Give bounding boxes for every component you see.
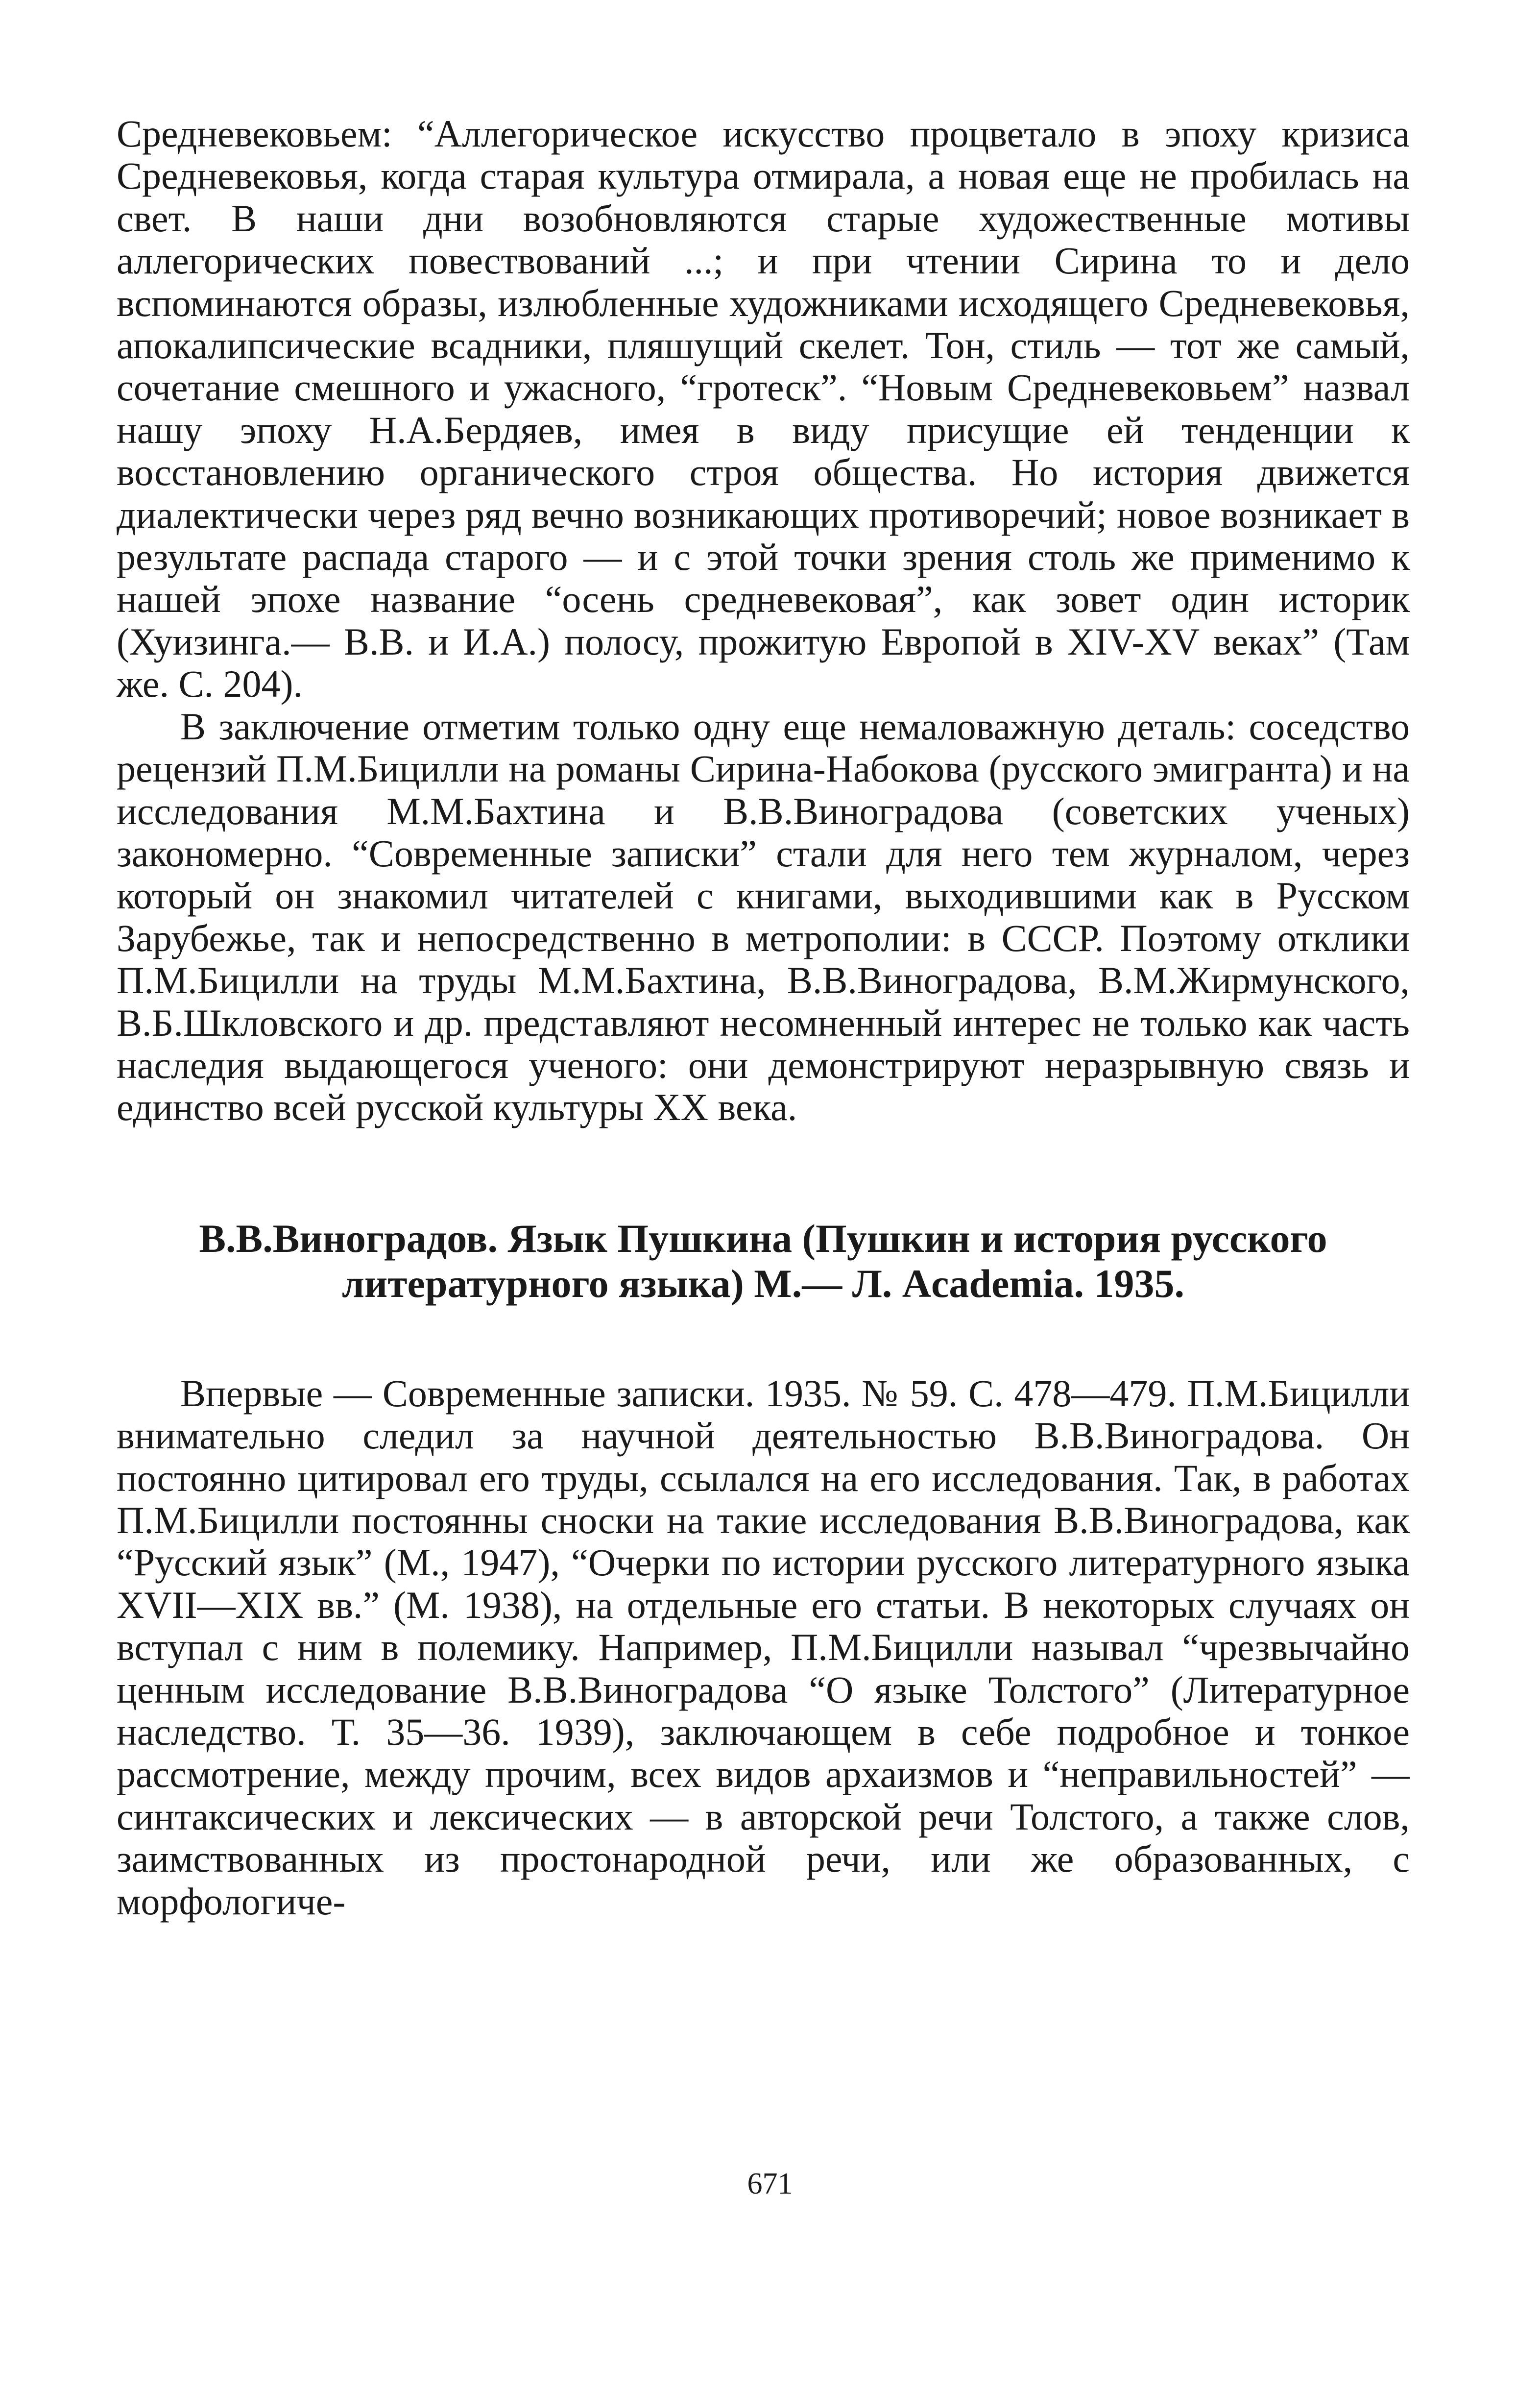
- paragraph-2: В заключение отметим только одну еще немаловажную деталь: соседство рецензий П.М.Бицилли на романы Сирина-Набокова (русского эмигранта) и на исследования М.М.Бахтина и В.В.Виноградова (советских ученых) закономерно. “Современные записки” стали для него тем журналом, через который он знакомил читателей с книгами, выходившими как в Русском Зарубежье, так и непосредственно в метрополии: в СССР. Поэтому отклики П.М.Бицилли на труды М.М.Бахтина, В.В.Виноградова, В.М.Жирмунского, В.Б.Шкловского и др. представляют несомненный интерес не только как часть наследия выдающегося ученого: они демонстрируют неразрывную связь и единство всей русской культуры XX века.: [117, 705, 1410, 1129]
- paragraph-1: Средневековьем: “Аллегорическое искусство процветало в эпоху кризиса Средневековья, когда старая культура отмирала, а новая еще не пробилась на свет. В наши дни возобновляются старые художественные мотивы аллегорических повествований ...; и при чтении Сирина то и дело вспоминаются образы, излюбленные художниками исходящего Средневековья, апокалипсические всадники, пляшущий скелет. Тон, стиль — тот же самый, сочетание смешного и ужасного, “гротеск”. “Новым Средневековьем” назвал нашу эпоху Н.А.Бердяев, имея в виду присущие ей тенденции к восстановлению органического строя общества. Но история движется диалектически через ряд вечно возникающих противоречий; новое возникает в результате распада старого — и с этой точки зрения столь же применимо к нашей эпохе название “осень средневековая”, как зовет один историк (Хуизинга.— В.В. и И.А.) полосу, прожитую Европой в XIV-XV веках” (Там же. С. 204).: [117, 112, 1410, 706]
- paragraph-3: Впервые — Современные записки. 1935. № 59. С. 478—479. П.М.Бицилли внимательно следил за научной деятельностью В.В.Виноградова. Он постоянно цитировал его труды, ссылался на его исследования. Так, в работах П.М.Бицилли постоянны сноски на такие исследования В.В.Виноградова, как “Русский язык” (М., 1947), “Очерки по истории русского литературного языка XVII—XIX вв.” (М. 1938), на отдельные его статьи. В некоторых случаях он вступал с ним в полемику. Например, П.М.Бицилли называл “чрезвычайно ценным исследование В.В.Виноградова “О языке Толстого” (Литературное наследство. Т. 35—36. 1939), заключающем в себе подробное и тонкое рассмотрение, между прочим, всех видов архаизмов и “неправильностей” — синтаксических и лексических — в авторской речи Толстого, а также слов, заимствованных из простонародной речи, или же образованных, с морфологиче-: [117, 1371, 1410, 1923]
- page-number: 671: [747, 2167, 793, 2200]
- section-heading: В.В.Виноградов. Язык Пушкина (Пушкин и история русского литературного языка) М.— Л. Academia. 1935.: [199, 1216, 1327, 1306]
- page-body: [117, 113, 1410, 1923]
